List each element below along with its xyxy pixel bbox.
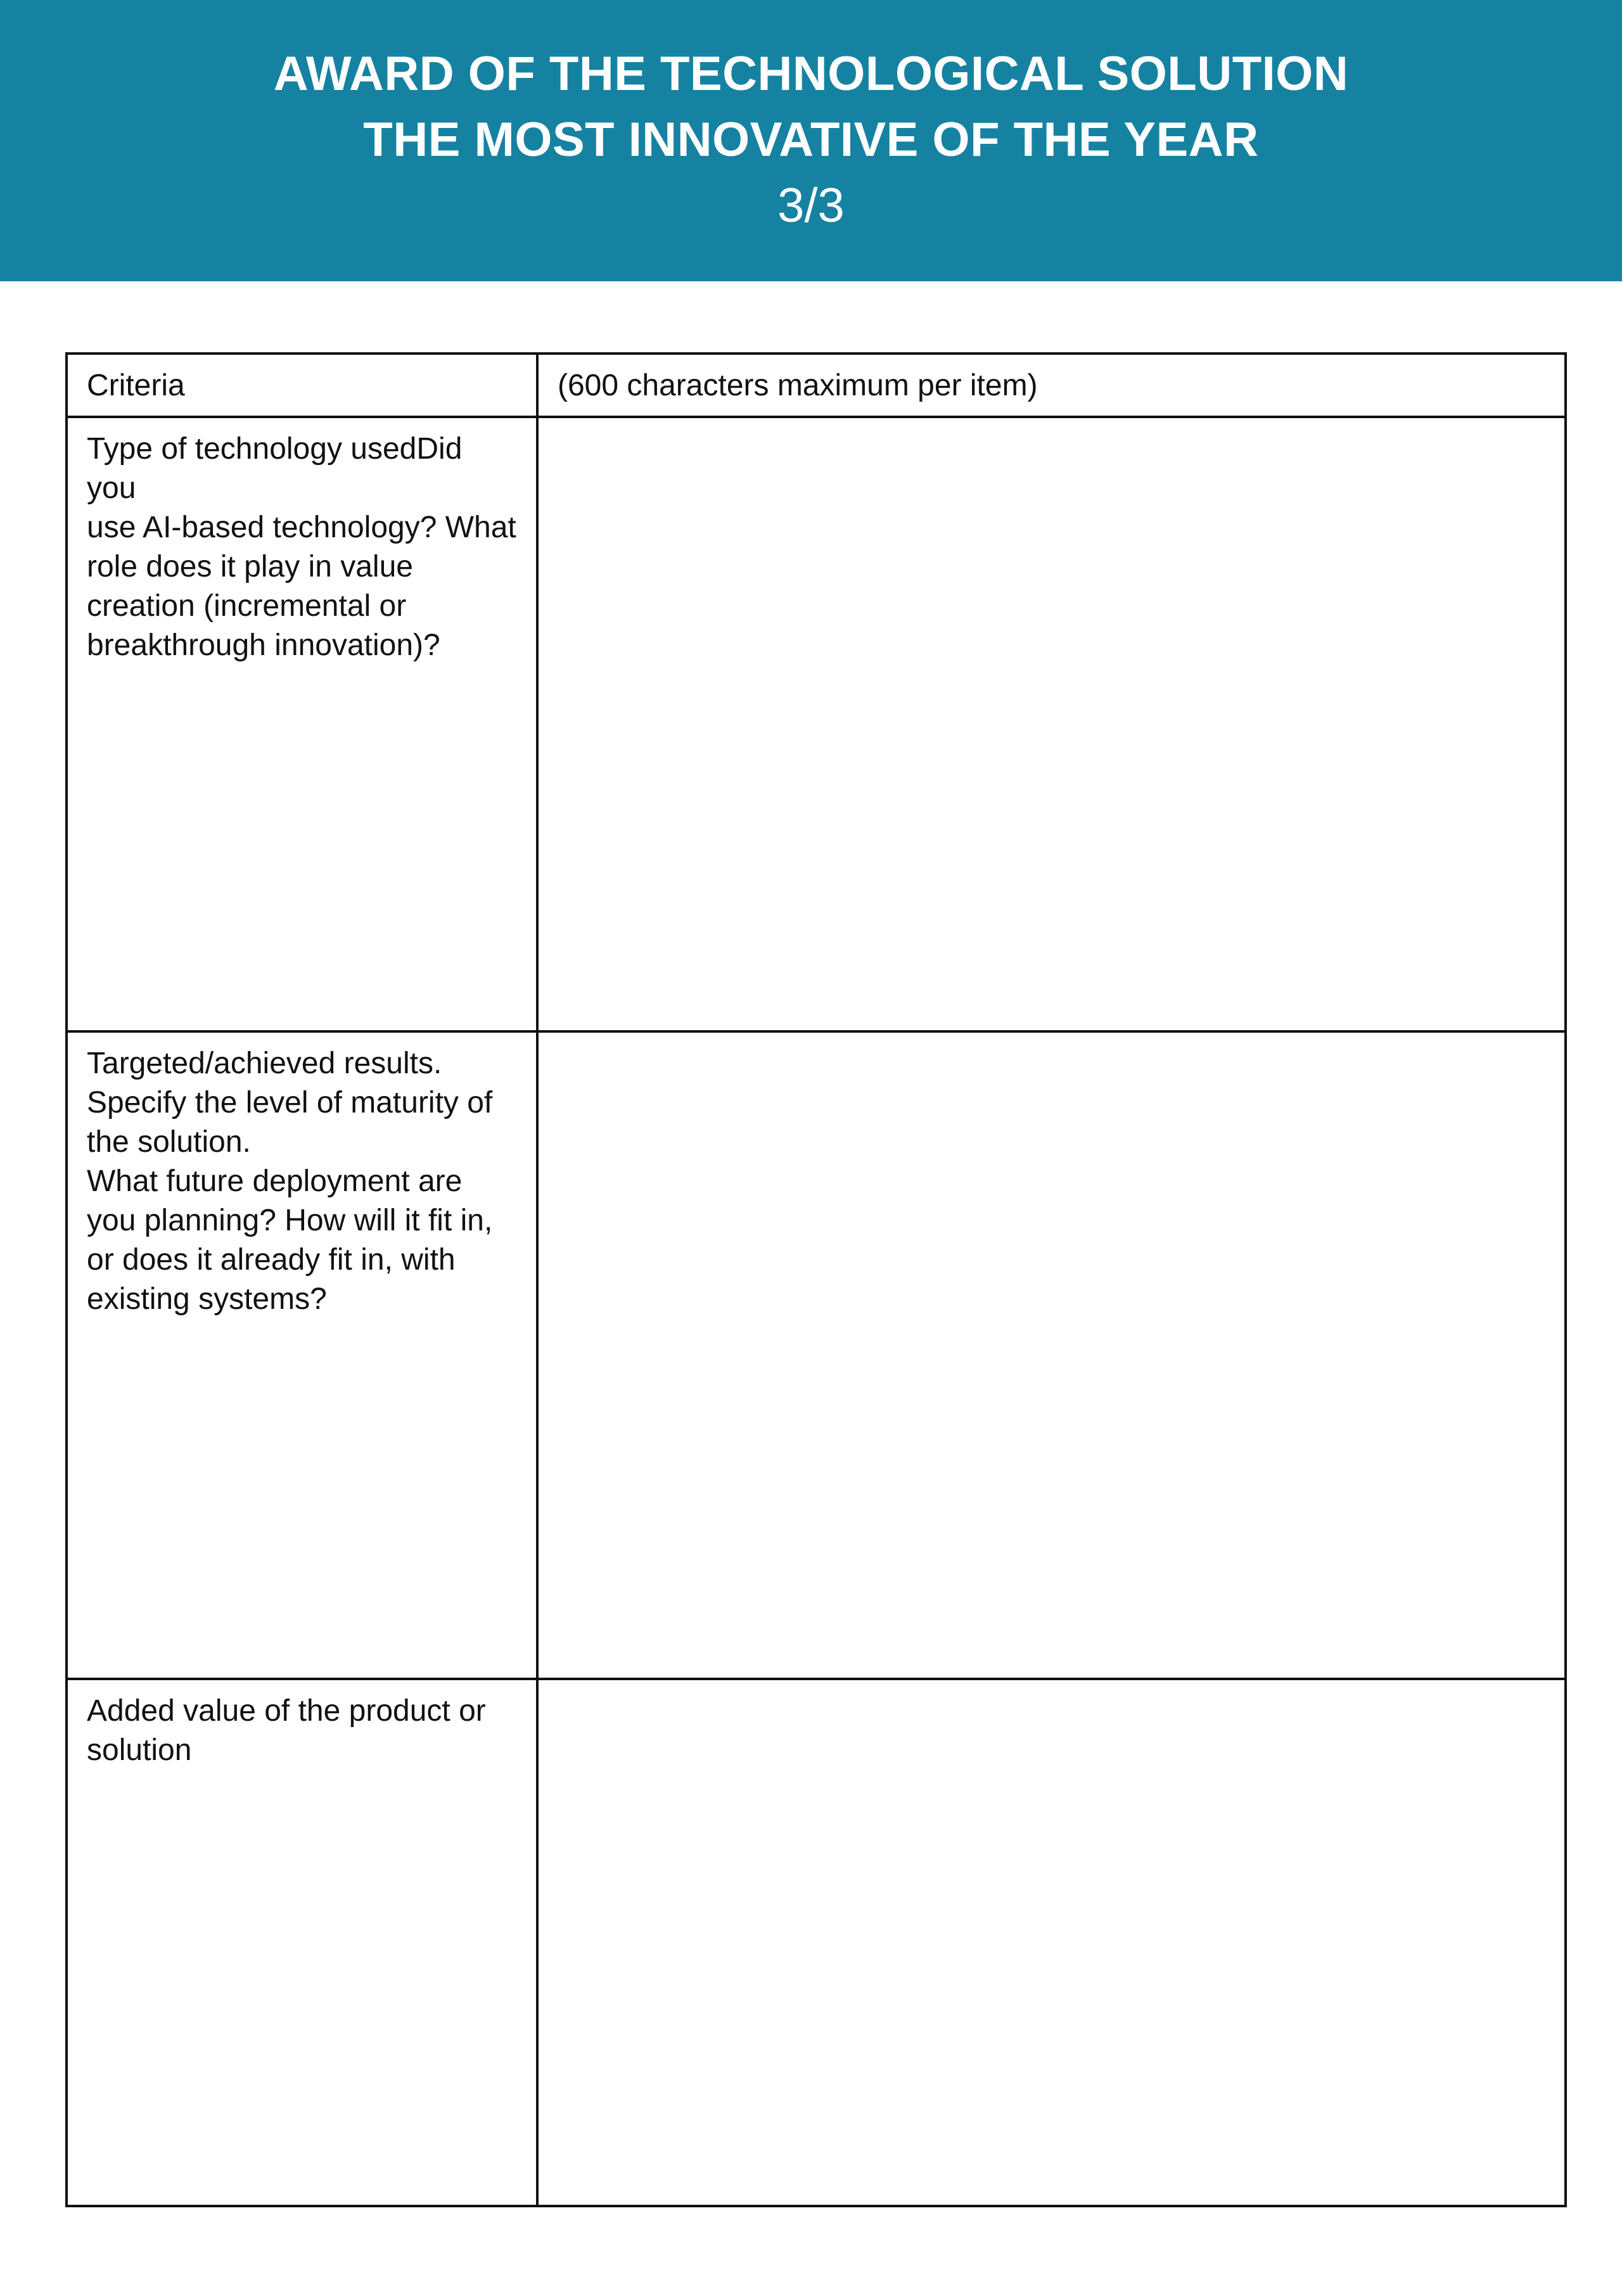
response-column-header: (600 characters maximum per item)	[558, 369, 1038, 402]
answer-field-technology-used[interactable]	[539, 418, 1564, 1030]
table-row	[68, 1678, 1564, 2205]
criterion-results-maturity: Targeted/achieved results. Specify the level of maturity of the solution. What future deployment are you planning? How will it fit in, or does it already fit in, with existing systems?	[68, 1033, 539, 1678]
table-row	[68, 1030, 1564, 1678]
award-title-line-1: AWARD OF THE TECHNOLOGICAL SOLUTION	[273, 47, 1349, 101]
criterion-technology-used: Type of technology usedDid you use AI-based technology? What role does it play in value creation (incremental or breakthrough innovation)?	[68, 418, 539, 1030]
table-header-row	[68, 355, 1564, 416]
title-banner	[0, 0, 1622, 281]
answer-field-results-maturity[interactable]	[539, 1033, 1564, 1678]
criteria-column-header: Criteria	[68, 355, 539, 416]
award-title-line-2: THE MOST INNOVATIVE OF THE YEAR	[363, 113, 1259, 167]
answer-field-added-value[interactable]	[539, 1680, 1564, 2205]
criterion-added-value: Added value of the product or solution	[68, 1680, 539, 2205]
page-indicator: 3/3	[777, 179, 845, 233]
criteria-table	[65, 352, 1567, 2207]
table-row	[68, 416, 1564, 1030]
